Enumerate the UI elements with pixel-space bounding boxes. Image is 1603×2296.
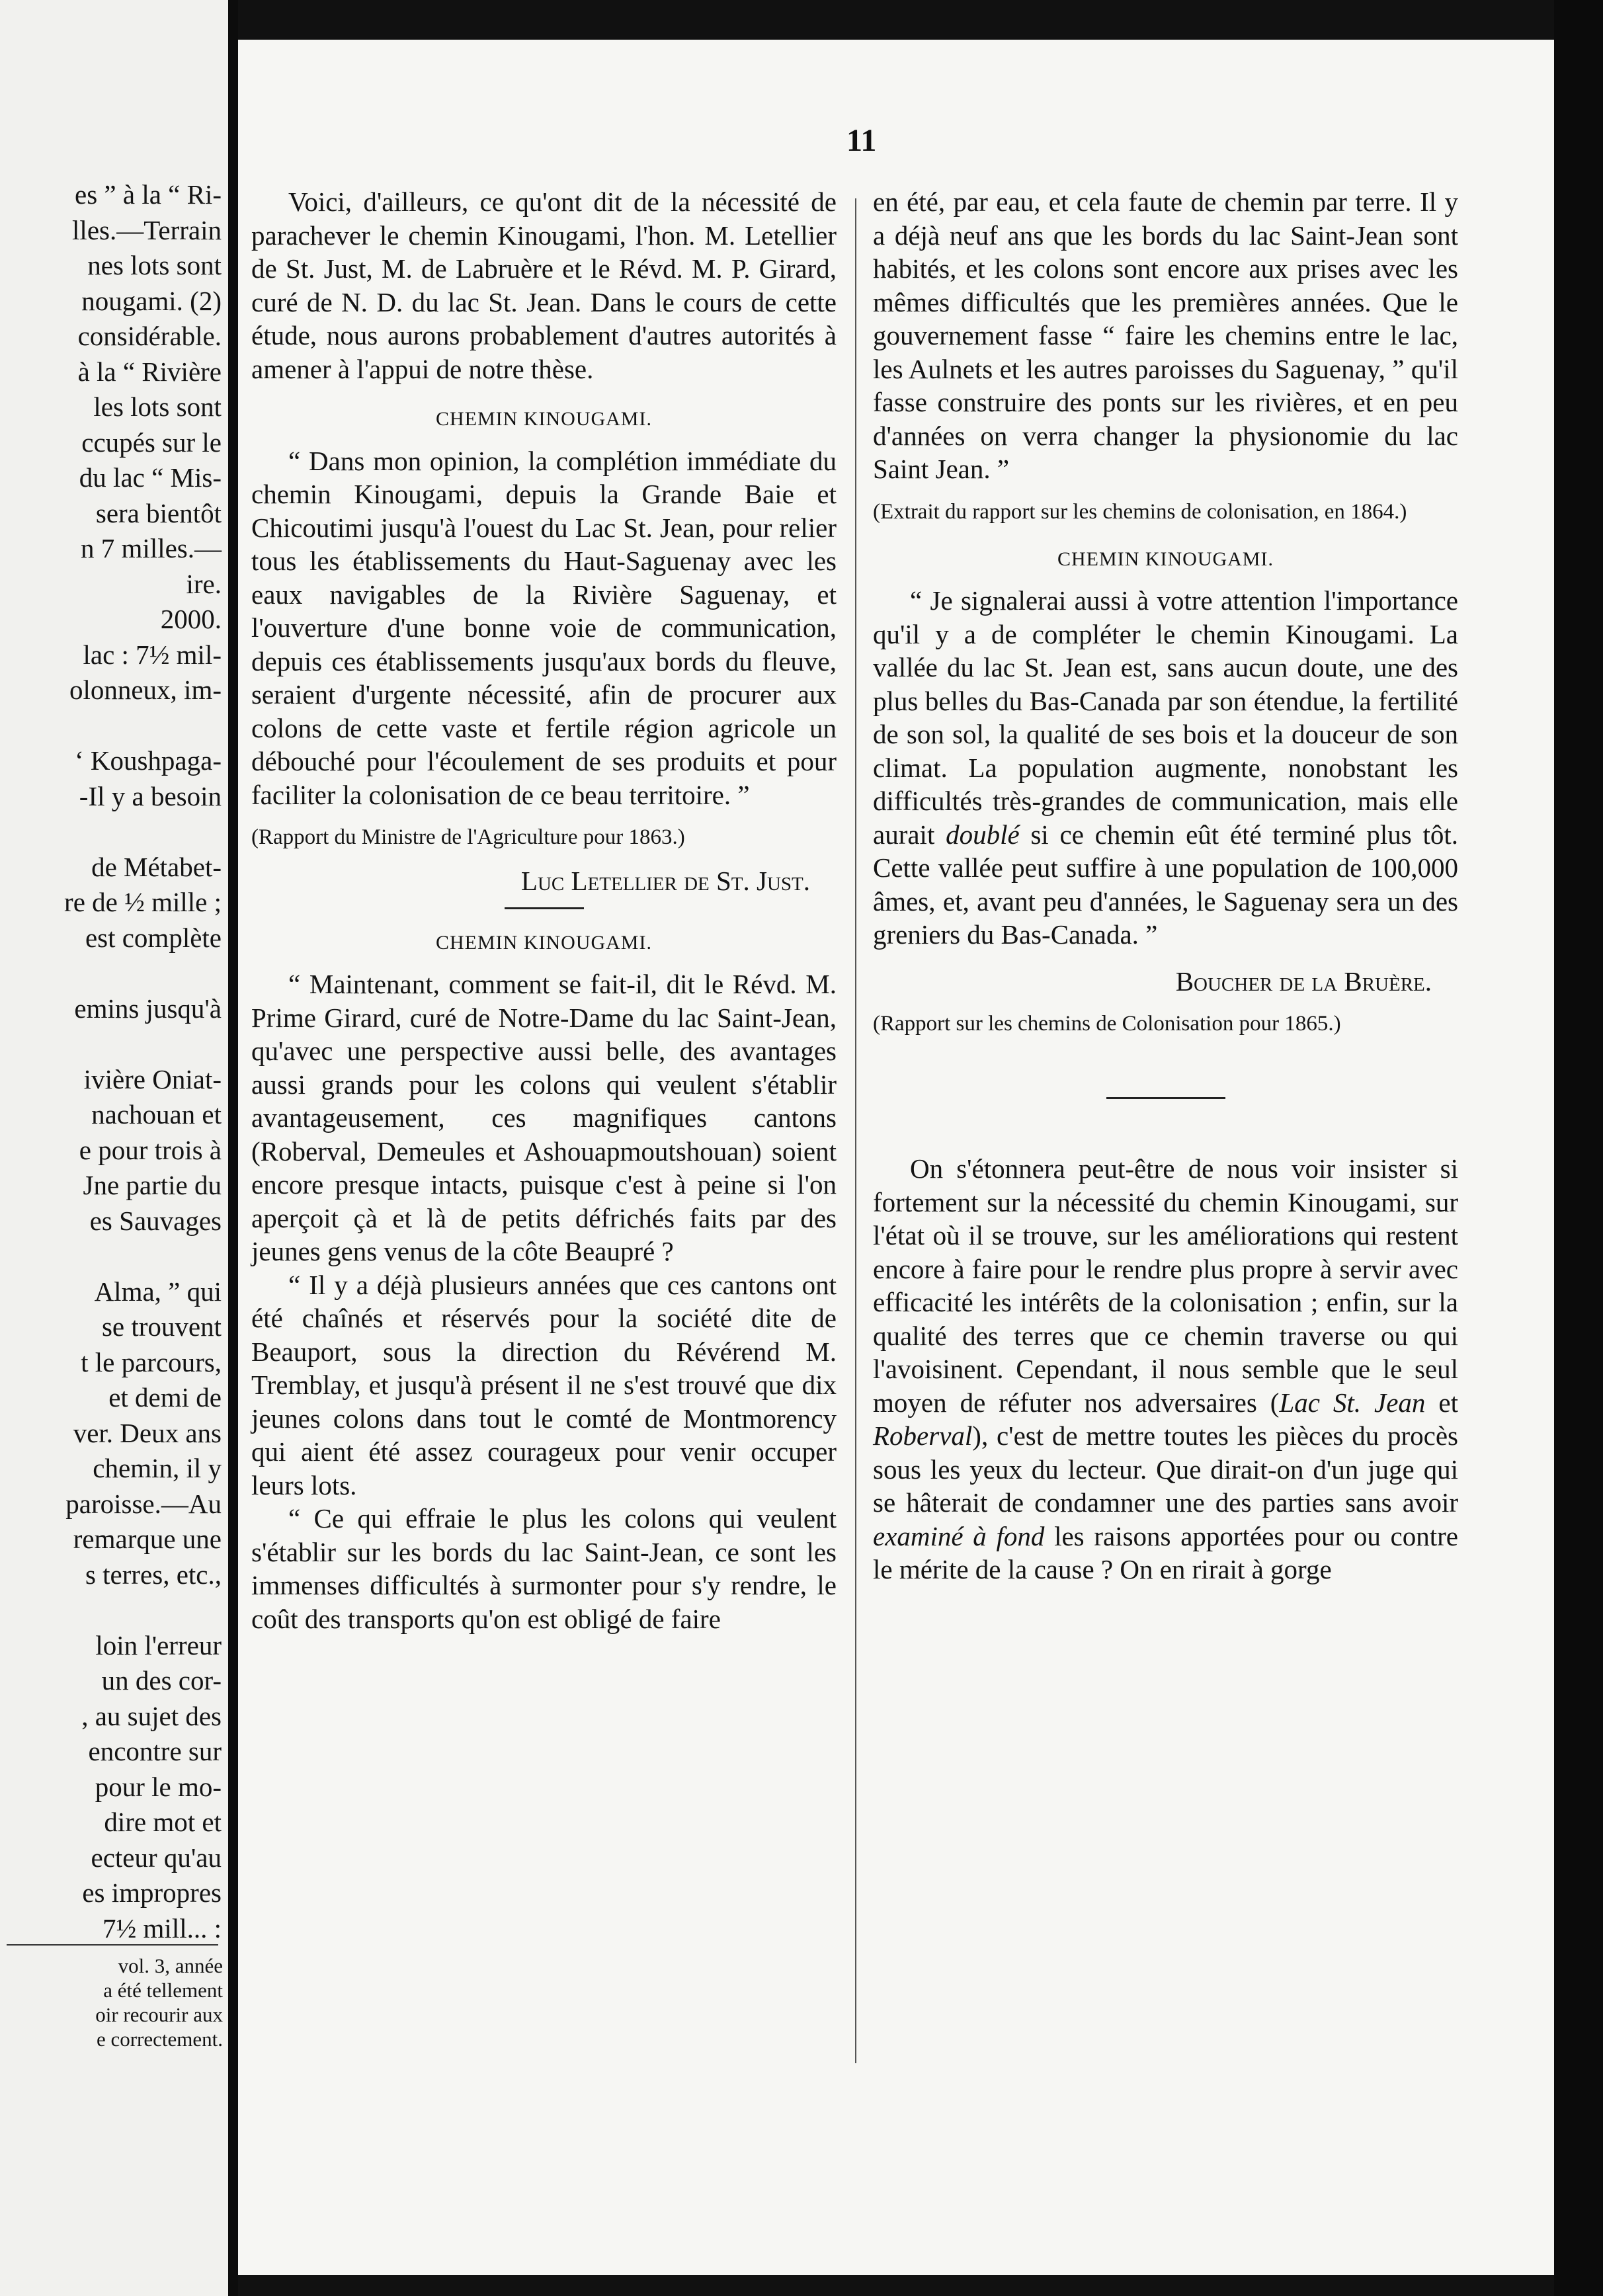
left-fragment-line: olonneux, im-: [69, 675, 222, 705]
left-fragment-line: Jne partie du: [83, 1170, 222, 1200]
left-fragment-line: Alma, ” qui: [94, 1276, 222, 1307]
signature-2: Boucher de la Bruère.: [1175, 965, 1432, 997]
left-fragment-line: 2000.: [160, 604, 222, 634]
left-fragment-line: se trouvent: [101, 1311, 222, 1342]
left-fragment-line: est complète: [85, 922, 222, 953]
left-fragment-line: dire mot et: [104, 1807, 222, 1837]
left-fragment-line: s terres, etc.,: [85, 1559, 222, 1590]
footnote-rule: [7, 1944, 218, 1946]
section-heading-3: CHEMIN KINOUGAMI.: [1057, 548, 1274, 570]
closing-text-2: et: [1425, 1387, 1459, 1418]
left-fragment-line: n 7 milles.—: [81, 533, 222, 563]
left-fragment-line: nes lots sont: [87, 250, 222, 280]
left-fragment-line: paroisse.—Au: [65, 1488, 222, 1519]
right-column: [873, 185, 1458, 1586]
left-fragment-line: re de ½ mille ;: [64, 887, 222, 917]
left-fragment-line: nachouan et: [91, 1099, 222, 1129]
scan-right-edge: [1554, 0, 1603, 2296]
intro-paragraph: Voici, d'ailleurs, ce qu'ont dit de la nécessité de parachever le chemin Kinougami, l'hon. M. Letellier de St. Just, M. de Labruère et le Révd. M. P. Girard, curé de N. D. du lac St. Jean. Dans le cours de cette étude, nous aurons probablement d'autres autorités à amener à l'appui de notre thèse.: [251, 186, 837, 384]
left-fragment-line: lles.—Terrain: [72, 214, 222, 245]
citation-1: (Rapport du Ministre de l'Agriculture pour 1863.): [251, 825, 685, 849]
closing-emphasis-1: Lac St. Jean: [1279, 1387, 1426, 1418]
quote-3-text-a: “ Je signalerai aussi à votre attention l'importance qu'il y a de compléter le chemin Kinougami. La vallée du lac St. Jean est, sans aucun doute, une des plus belles du Bas-Canada par son étendue, la fertilité de son sol, la qualité de ses bois et la douceur de son climat. La population augmente, nonobstant les difficultés très-grandes de communication, mais elle aurait: [873, 585, 1458, 850]
quote-2c: “ Ce qui effraie le plus les colons qui veulent s'établir sur les bords du lac Saint-Jean, ce sont les immenses difficultés à surmonter pour s'y rendre, le coût des transports qu'on est obligé de faire: [251, 1503, 837, 1634]
closing-text-4: les raisons apportées pour ou contre le mérite de la cause ? On en rirait à gorge: [873, 1520, 1458, 1584]
left-fragment-line: t le parcours,: [81, 1346, 222, 1377]
quote-2b: “ Il y a déjà plusieurs années que ces cantons ont été chaînés et réservés pour la société dite de Beauport, sous la direction du Révérend M. Tremblay, et jusqu'à présent il ne s'est trouvé que dix jeunes colons dans tout le comté de Montmorency qui aient été assez courageux pour venir occuper leurs lots.: [251, 1269, 837, 1500]
left-fragment-line: loin l'erreur: [95, 1629, 222, 1660]
left-fragment-line: chemin, il y: [93, 1453, 222, 1483]
closing-emphasis-2: Roberval: [873, 1420, 973, 1451]
quote-3-emphasis: doublé: [946, 819, 1020, 850]
left-fragment-line: e pour trois à: [79, 1134, 222, 1165]
section-heading-2: CHEMIN KINOUGAMI.: [436, 931, 652, 954]
left-footnote-line: oir recourir aux: [95, 2003, 223, 2026]
column-rule: [855, 198, 856, 2063]
quote-1: “ Dans mon opinion, la complétion immédiate du chemin Kinougami, depuis la Grande Baie et Chicoutimi jusqu'à l'ouest du Lac St. Jean, pour relier tous les établissements du Haut-Saguenay avec les eaux navigables de la Rivière Saguenay, et l'ouverture d'une bonne voie de communication, depuis ces établissements jusqu'aux bords du fleuve, seraient d'urgente nécessité, afin de procurer aux colons de cette vaste et fertile région agricole un débouché pour l'écoulement de ses produits et pour faciliter la colonisation de ce beau territoire. ”: [251, 445, 837, 810]
closing-paragraph: [873, 1152, 1458, 1586]
left-fragment-line: emins jusqu'à: [74, 993, 222, 1024]
quote-3: [873, 584, 1458, 952]
left-fragment-line: es ” à la “ Ri-: [75, 179, 222, 210]
left-fragment-line: de Métabet-: [91, 851, 222, 882]
left-fragment-line: ‘ Koushpaga-: [74, 745, 222, 776]
page-number: 11: [846, 123, 877, 158]
left-fragment-line: ver. Deux ans: [73, 1417, 222, 1448]
left-fragment-line: sera bientôt: [95, 497, 222, 528]
section-heading-1: CHEMIN KINOUGAMI.: [436, 408, 652, 430]
left-page-fragment: [0, 0, 228, 2296]
left-fragment-line: ire.: [186, 568, 222, 599]
closing-emphasis-3: examiné à fond: [873, 1520, 1045, 1551]
left-fragment-line: ivière Oniat-: [83, 1063, 222, 1094]
quote-2a: “ Maintenant, comment se fait-il, dit le Révd. M. Prime Girard, curé de Notre-Dame du lac Saint-Jean, qu'avec une perspective aussi belle, des avantages aussi grands pour les colons qui veulent s'établir avantageusement, ces magnifiques cantons (Roberval, Demeules et Ashouapmoutshouan) soient encore presque intacts, puisque c'est à peine si l'on aperçoit çà et là de petits défrichés faits par des jeunes gens venus de la côte Beaupré ?: [251, 969, 837, 1266]
left-footnote-line: a été tellement: [103, 1979, 223, 2002]
left-fragment-line: ccupés sur le: [81, 427, 222, 458]
citation-2: (Extrait du rapport sur les chemins de colonisation, en 1864.): [873, 499, 1407, 524]
left-fragment-line: es impropres: [82, 1877, 222, 1908]
left-fragment-line: pour le mo-: [95, 1771, 222, 1802]
left-fragment-line: du lac “ Mis-: [79, 462, 222, 493]
left-footnote-line: e correctement.: [96, 2028, 223, 2051]
signature-1: Luc Letellier de St. Just.: [520, 866, 810, 896]
left-fragment-line: remarque une: [73, 1524, 222, 1554]
left-fragment-line: considérable.: [77, 321, 222, 351]
quote-3-text-b: si ce chemin eût été terminé plus tôt. Cette vallée peut suffire à une population de 100,000 âmes, et, avant peu d'années, le Saguenay sera un des greniers du Bas-Canada. ”: [873, 819, 1459, 950]
left-fragment-line: et demi de: [108, 1382, 222, 1413]
short-rule: [505, 907, 584, 909]
left-fragment-line: lac : 7½ mil-: [83, 639, 222, 670]
continuation-paragraph: en été, par eau, et cela faute de chemin par terre. Il y a déjà neuf ans que les bords du lac Saint-Jean sont habités, et les colons sont encore aux prises avec les mêmes difficultés que les premières années. Que le gouvernement fasse “ faire les chemins entre le lac, les Aulnets et les autres paroisses du Saguenay, ” qu'il fasse construire des ponts sur les rivières, et en peu d'années on verra changer la physionomie du lac Saint Jean. ”: [873, 186, 1458, 484]
closing-text-3: ), c'est de mettre toutes les pièces du procès sous les yeux du lecteur. Que dirait-on d'un juge qui se hâterait de condamner une des parties sans avoir: [873, 1420, 1458, 1518]
citation-3: (Rapport sur les chemins de Colonisation pour 1865.): [873, 1012, 1341, 1036]
left-fragment-line: 7½ mill... :: [103, 1912, 222, 1944]
left-footnote-line: vol. 3, année: [118, 1954, 223, 1977]
left-fragment-line: ecteur qu'au: [91, 1842, 222, 1873]
closing-text-1: On s'étonnera peut-être de nous voir insister si fortement sur la nécessité du chemin Kinougami, sur l'état où il se trouve, sur les améliorations qui restent encore à faire pour le rendre plus propre à servir avec efficacité les intérêts de la colonisation ; enfin, sur la qualité des terres que ce chemin traverse ou qui l'avoisinent. Cependant, il nous semble que le seul moyen de réfuter nos adversaires (: [873, 1153, 1458, 1418]
book-gutter: [228, 0, 238, 2296]
left-fragment-line: -Il y a besoin: [79, 780, 222, 811]
left-fragment-line: à la “ Rivière: [77, 356, 222, 387]
left-column: [251, 185, 837, 1635]
left-fragment-line: encontre sur: [88, 1736, 222, 1766]
left-fragment-line: , au sujet des: [81, 1700, 222, 1731]
left-fragment-line: les lots sont: [93, 391, 222, 422]
section-divider: [1106, 1097, 1225, 1099]
left-fragment-line: es Sauvages: [89, 1205, 222, 1236]
left-fragment-line: un des cor-: [101, 1665, 222, 1696]
left-fragment-line: nougami. (2): [81, 285, 222, 316]
